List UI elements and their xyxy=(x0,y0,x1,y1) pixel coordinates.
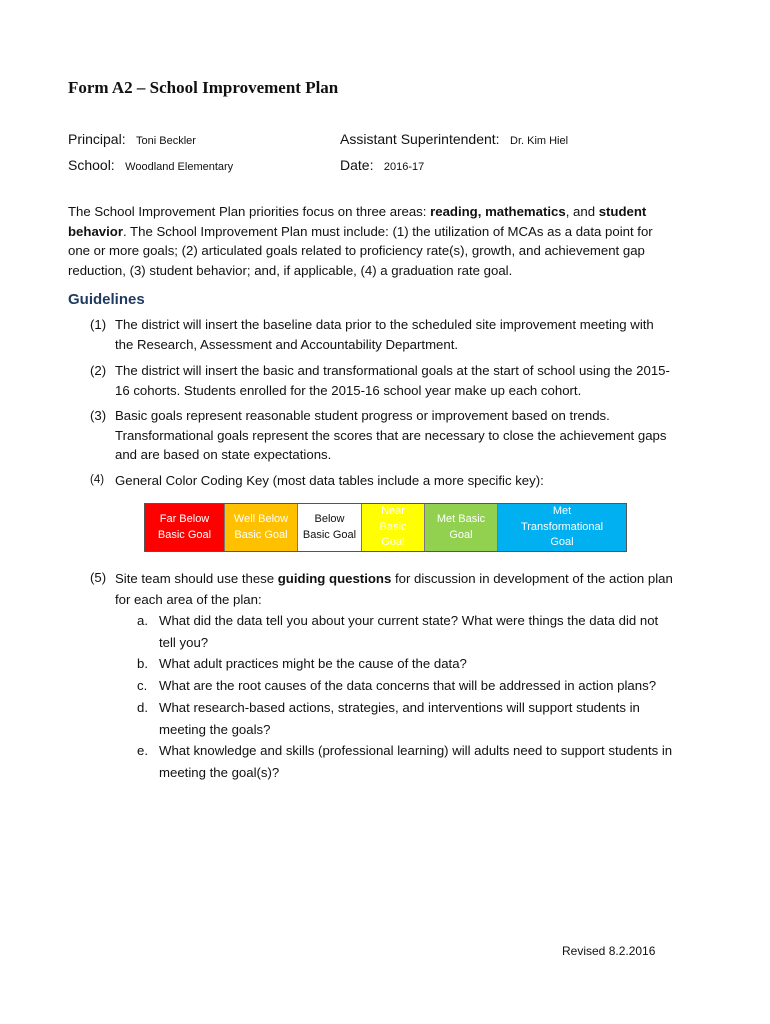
key-cell-near-basic: Near Basic Goal xyxy=(362,504,425,551)
key-cell-met-transformational: Met Transformational Goal xyxy=(498,504,626,551)
date-label: Date: xyxy=(340,157,374,173)
principal-value: Toni Beckler xyxy=(136,135,196,147)
school-label: School: xyxy=(68,157,115,173)
assistant-superintendent-value: Dr. Kim Hiel xyxy=(510,135,569,147)
school-value: Woodland Elementary xyxy=(125,161,234,173)
date-field xyxy=(340,157,424,175)
principal-label: Principal: xyxy=(68,131,126,147)
form-title: Form A2 – School Improvement Plan xyxy=(68,78,339,97)
revision-date: Revised 8.2.2016 xyxy=(562,944,656,958)
color-coding-key xyxy=(144,503,627,552)
principal-field xyxy=(68,131,196,149)
guidelines-heading: Guidelines xyxy=(68,291,145,308)
assistant-superintendent-label: Assistant Superintendent: xyxy=(340,131,500,147)
key-cell-met-basic: Met Basic Goal xyxy=(425,504,498,551)
assistant-superintendent-field xyxy=(340,131,568,149)
key-cell-below: Below Basic Goal xyxy=(298,504,362,551)
school-field xyxy=(68,157,233,175)
key-cell-far-below: Far Below Basic Goal xyxy=(145,504,225,551)
key-cell-well-below: Well Below Basic Goal xyxy=(225,504,298,551)
intro-paragraph: The School Improvement Plan priorities focus on three areas: reading, mathematics, and student behavior. The School Improvement Plan must include: (1) the utilization of MCAs as a data point for one or more goals; (2) articulated goals related to proficiency rate(s), growth, and achievement gap reduction, (3) student behavior; and, if applicable, (4) a graduation rate goal. xyxy=(68,204,653,278)
date-value: 2016-17 xyxy=(383,161,425,173)
